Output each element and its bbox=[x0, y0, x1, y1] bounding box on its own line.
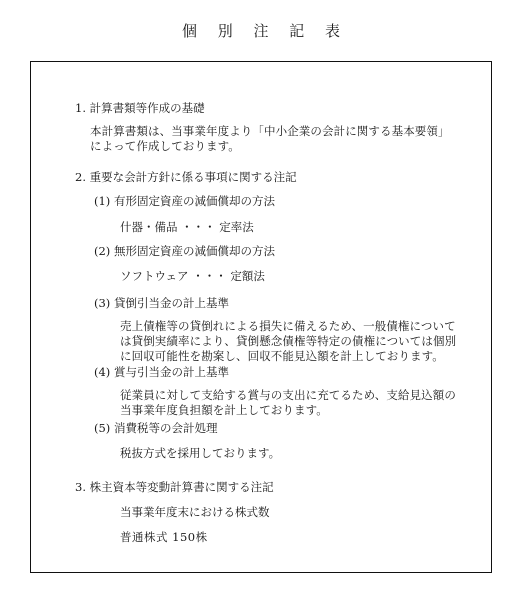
item-2-heading: (2) 無形固定資産の減価償却の方法 bbox=[94, 244, 275, 258]
item-1-body: 什器・備品 ・・・ 定率法 bbox=[120, 220, 254, 234]
item-5-heading: (5) 消費税等の会計処理 bbox=[94, 421, 218, 435]
item-4-body: 従業員に対して支給する賞与の支出に充てるため、支給見込額の当事業年度負担額を計上しております。 bbox=[120, 388, 456, 417]
item-5-body: 税抜方式を採用しております。 bbox=[120, 446, 281, 460]
item-3-heading: (3) 貸倒引当金の計上基準 bbox=[94, 296, 229, 310]
section-3-line-1: 当事業年度末における株式数 bbox=[120, 505, 270, 519]
item-4-heading: (4) 賞与引当金の計上基準 bbox=[94, 365, 229, 379]
item-3-body: 売上債権等の貸倒れによる損失に備えるため、一般債権については貸倒実績率により、貸倒懸念債権等特定の債権については個別に回収可能性を勘案し、回収不能見込額を計上しております。 bbox=[120, 319, 457, 363]
section-1-heading: 1. 計算書類等作成の基礎 bbox=[75, 101, 205, 115]
document-title: 個 別 注 記 表 bbox=[181, 22, 349, 40]
section-3-line-2: 普通株式 150株 bbox=[120, 530, 208, 544]
item-1-heading: (1) 有形固定資産の減価償却の方法 bbox=[94, 194, 275, 208]
item-2-body: ソフトウェア ・・・ 定額法 bbox=[120, 269, 265, 283]
section-3-heading: 3. 株主資本等変動計算書に関する注記 bbox=[75, 480, 274, 494]
section-1-body: 本計算書類は、当事業年度より「中小企業の会計に関する基本要領」によって作成しております。 bbox=[90, 124, 450, 153]
section-2-heading: 2. 重要な会計方針に係る事項に関する注記 bbox=[75, 170, 297, 184]
